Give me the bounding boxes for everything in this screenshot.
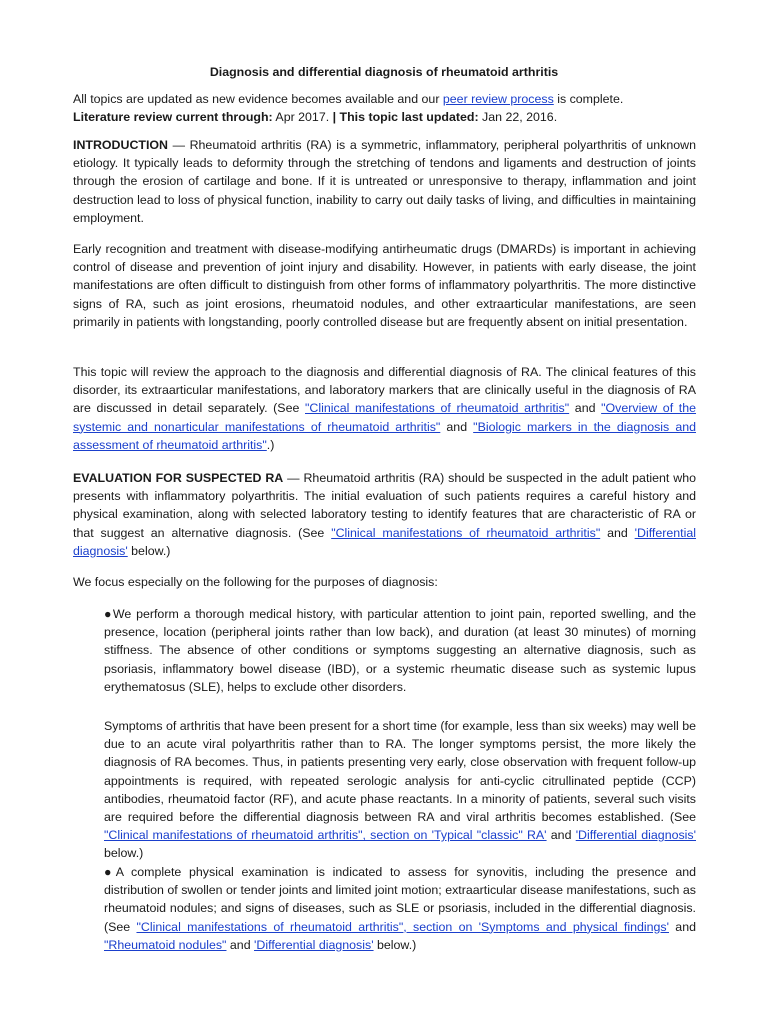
differential-diagnosis-link[interactable]: 'Differential diagnosis' bbox=[73, 525, 697, 558]
intro-heading: INTRODUCTION bbox=[73, 138, 168, 152]
review-dates: Literature review current through: Apr 2017. | This topic last updated: Jan 22, 2016. bbox=[73, 110, 558, 125]
update-notice: All topics are updated as new evidence becomes available and our peer review process is complete. bbox=[73, 92, 624, 106]
rheumatoid-nodules-link[interactable]: "Rheumatoid nodules" bbox=[104, 937, 227, 952]
differential-diagnosis-link[interactable]: 'Differential diagnosis' bbox=[575, 828, 696, 843]
focus-paragraph: We focus especially on the following for the purposes of diagnosis: bbox=[73, 575, 438, 589]
lit-review-date: Apr 2017. bbox=[272, 110, 330, 125]
differential-diagnosis-link[interactable]: 'Differential diagnosis' bbox=[254, 937, 374, 952]
last-updated-label: This topic last updated: bbox=[339, 110, 479, 125]
symptoms-physical-findings-link[interactable]: "Clinical manifestations of rheumatoid arthritis", section on 'Symptoms and physical findings' bbox=[136, 919, 669, 934]
evaluation-paragraph: EVALUATION FOR SUSPECTED RA — Rheumatoid arthritis (RA) should be suspected in the adult patient who presents with inflammatory polyarthritis. The initial evaluation of such patients requires a careful history and physical examination, along with selected laboratory testing to identify features that are characteristic of RA or that suggest an alternative diagnosis. (See "Clinical manifestations of rheumatoid arthritis" and 'Differential diagnosis' below.) bbox=[73, 471, 697, 558]
intro-paragraph: INTRODUCTION — Rheumatoid arthritis (RA) is a symmetric, inflammatory, peripheral polyarthritis of unknown etiology. It typically leads to deformity through the stretching of tendons and ligaments and destruction of joints through the erosion of cartilage and bone. If it is untreated or unresponsive to therapy, inflammation and joint destruction lead to loss of physical function, inability to carry out daily tasks of living, and difficulties in maintaining employment. bbox=[73, 138, 696, 225]
lit-review-label: Literature review current through: bbox=[73, 110, 273, 125]
peer-review-link[interactable]: peer review process bbox=[442, 92, 554, 106]
topic-meta bbox=[73, 90, 696, 126]
topic-review-paragraph: This topic will review the approach to the diagnosis and differential diagnosis of RA. The clinical features of this disorder, its extraarticular manifestations, and laboratory markers that are clinically useful in the diagnosis of RA are discussed in detail separately. (See "Clinical manifestations of rheumatoid arthritis" and "Overview of the systemic and nonarticular manifestations of rheumatoid arthritis" and "Biologic markers in the diagnosis and assessment of rheumatoid arthritis".) bbox=[73, 365, 697, 452]
list-item-continuation: Symptoms of arthritis that have been present for a short time (for example, less than six weeks) may well be due to an acute viral polyarthritis rather than to RA. The longer symptoms persist, the more likely the diagnosis of RA becomes. Thus, in patients presenting very early, close observation with frequent follow-up appointments is required, with repeated serologic analysis for anti-cyclic citrullinated peptide (CCP) antibodies, rheumatoid factor (RF), and acute phase reactants. In a minority of patients, several such visits are required before the differential diagnosis between RA and viral arthritis becomes established. (See "Clinical manifestations of rheumatoid arthritis", section on 'Typical "classic" RA' and 'Differential diagnosis' below.) bbox=[104, 719, 696, 861]
typical-classic-ra-link[interactable]: "Clinical manifestations of rheumatoid arthritis", section on 'Typical "classic" RA' bbox=[104, 828, 547, 843]
list-item: ●A complete physical examination is indicated to assess for synovitis, including the presence and distribution of swollen or tender joints and limited joint motion; extraarticular disease manifestations, such as rheumatoid nodules; and signs of diseases, such as SLE or psoriasis, included in the differential diagnosis. (See "Clinical manifestations of rheumatoid arthritis", section on 'Symptoms and physical findings' and "Rheumatoid nodules" and 'Differential diagnosis' below.) bbox=[104, 865, 696, 952]
evaluation-heading: EVALUATION FOR SUSPECTED RA bbox=[73, 471, 284, 485]
systemic-manifestations-link[interactable]: "Overview of the systemic and nonarticular manifestations of rheumatoid arthritis" bbox=[73, 401, 697, 434]
page-title: Diagnosis and differential diagnosis of rheumatoid arthritis bbox=[209, 65, 559, 79]
list-item: ●We perform a thorough medical history, with particular attention to joint pain, reported swelling, and the presence, location (peripheral joints rather than low back), and duration (at least 30 minutes) of morning stiffness. The absence of other conditions or symptoms suggesting an alternative diagnosis, such as psoriasis, inflammatory bowel disease (IBD), or a systemic rheumatic disease such as systemic lupus erythematosus (SLE), helps to exclude other disorders. bbox=[104, 607, 696, 694]
early-recognition-paragraph: Early recognition and treatment with disease-modifying antirheumatic drugs (DMARDs) is important in achieving control of disease and prevention of joint injury and disability. However, in patients with early disease, the joint manifestations are often difficult to distinguish from other forms of inflammatory polyarthritis. The more distinctive signs of RA, such as joint erosions, rheumatoid nodules, and other extraarticular manifestations, are seen primarily in patients with longstanding, poorly controlled disease but are frequently absent on initial presentation. bbox=[73, 242, 696, 329]
biologic-markers-link[interactable]: "Biologic markers in the diagnosis and assessment of rheumatoid arthritis" bbox=[73, 419, 696, 452]
clinical-manifestations-link[interactable]: "Clinical manifestations of rheumatoid arthritis" bbox=[331, 525, 601, 540]
clinical-manifestations-link[interactable]: "Clinical manifestations of rheumatoid arthritis" bbox=[305, 401, 570, 416]
last-updated-date: Jan 22, 2016. bbox=[478, 110, 558, 125]
